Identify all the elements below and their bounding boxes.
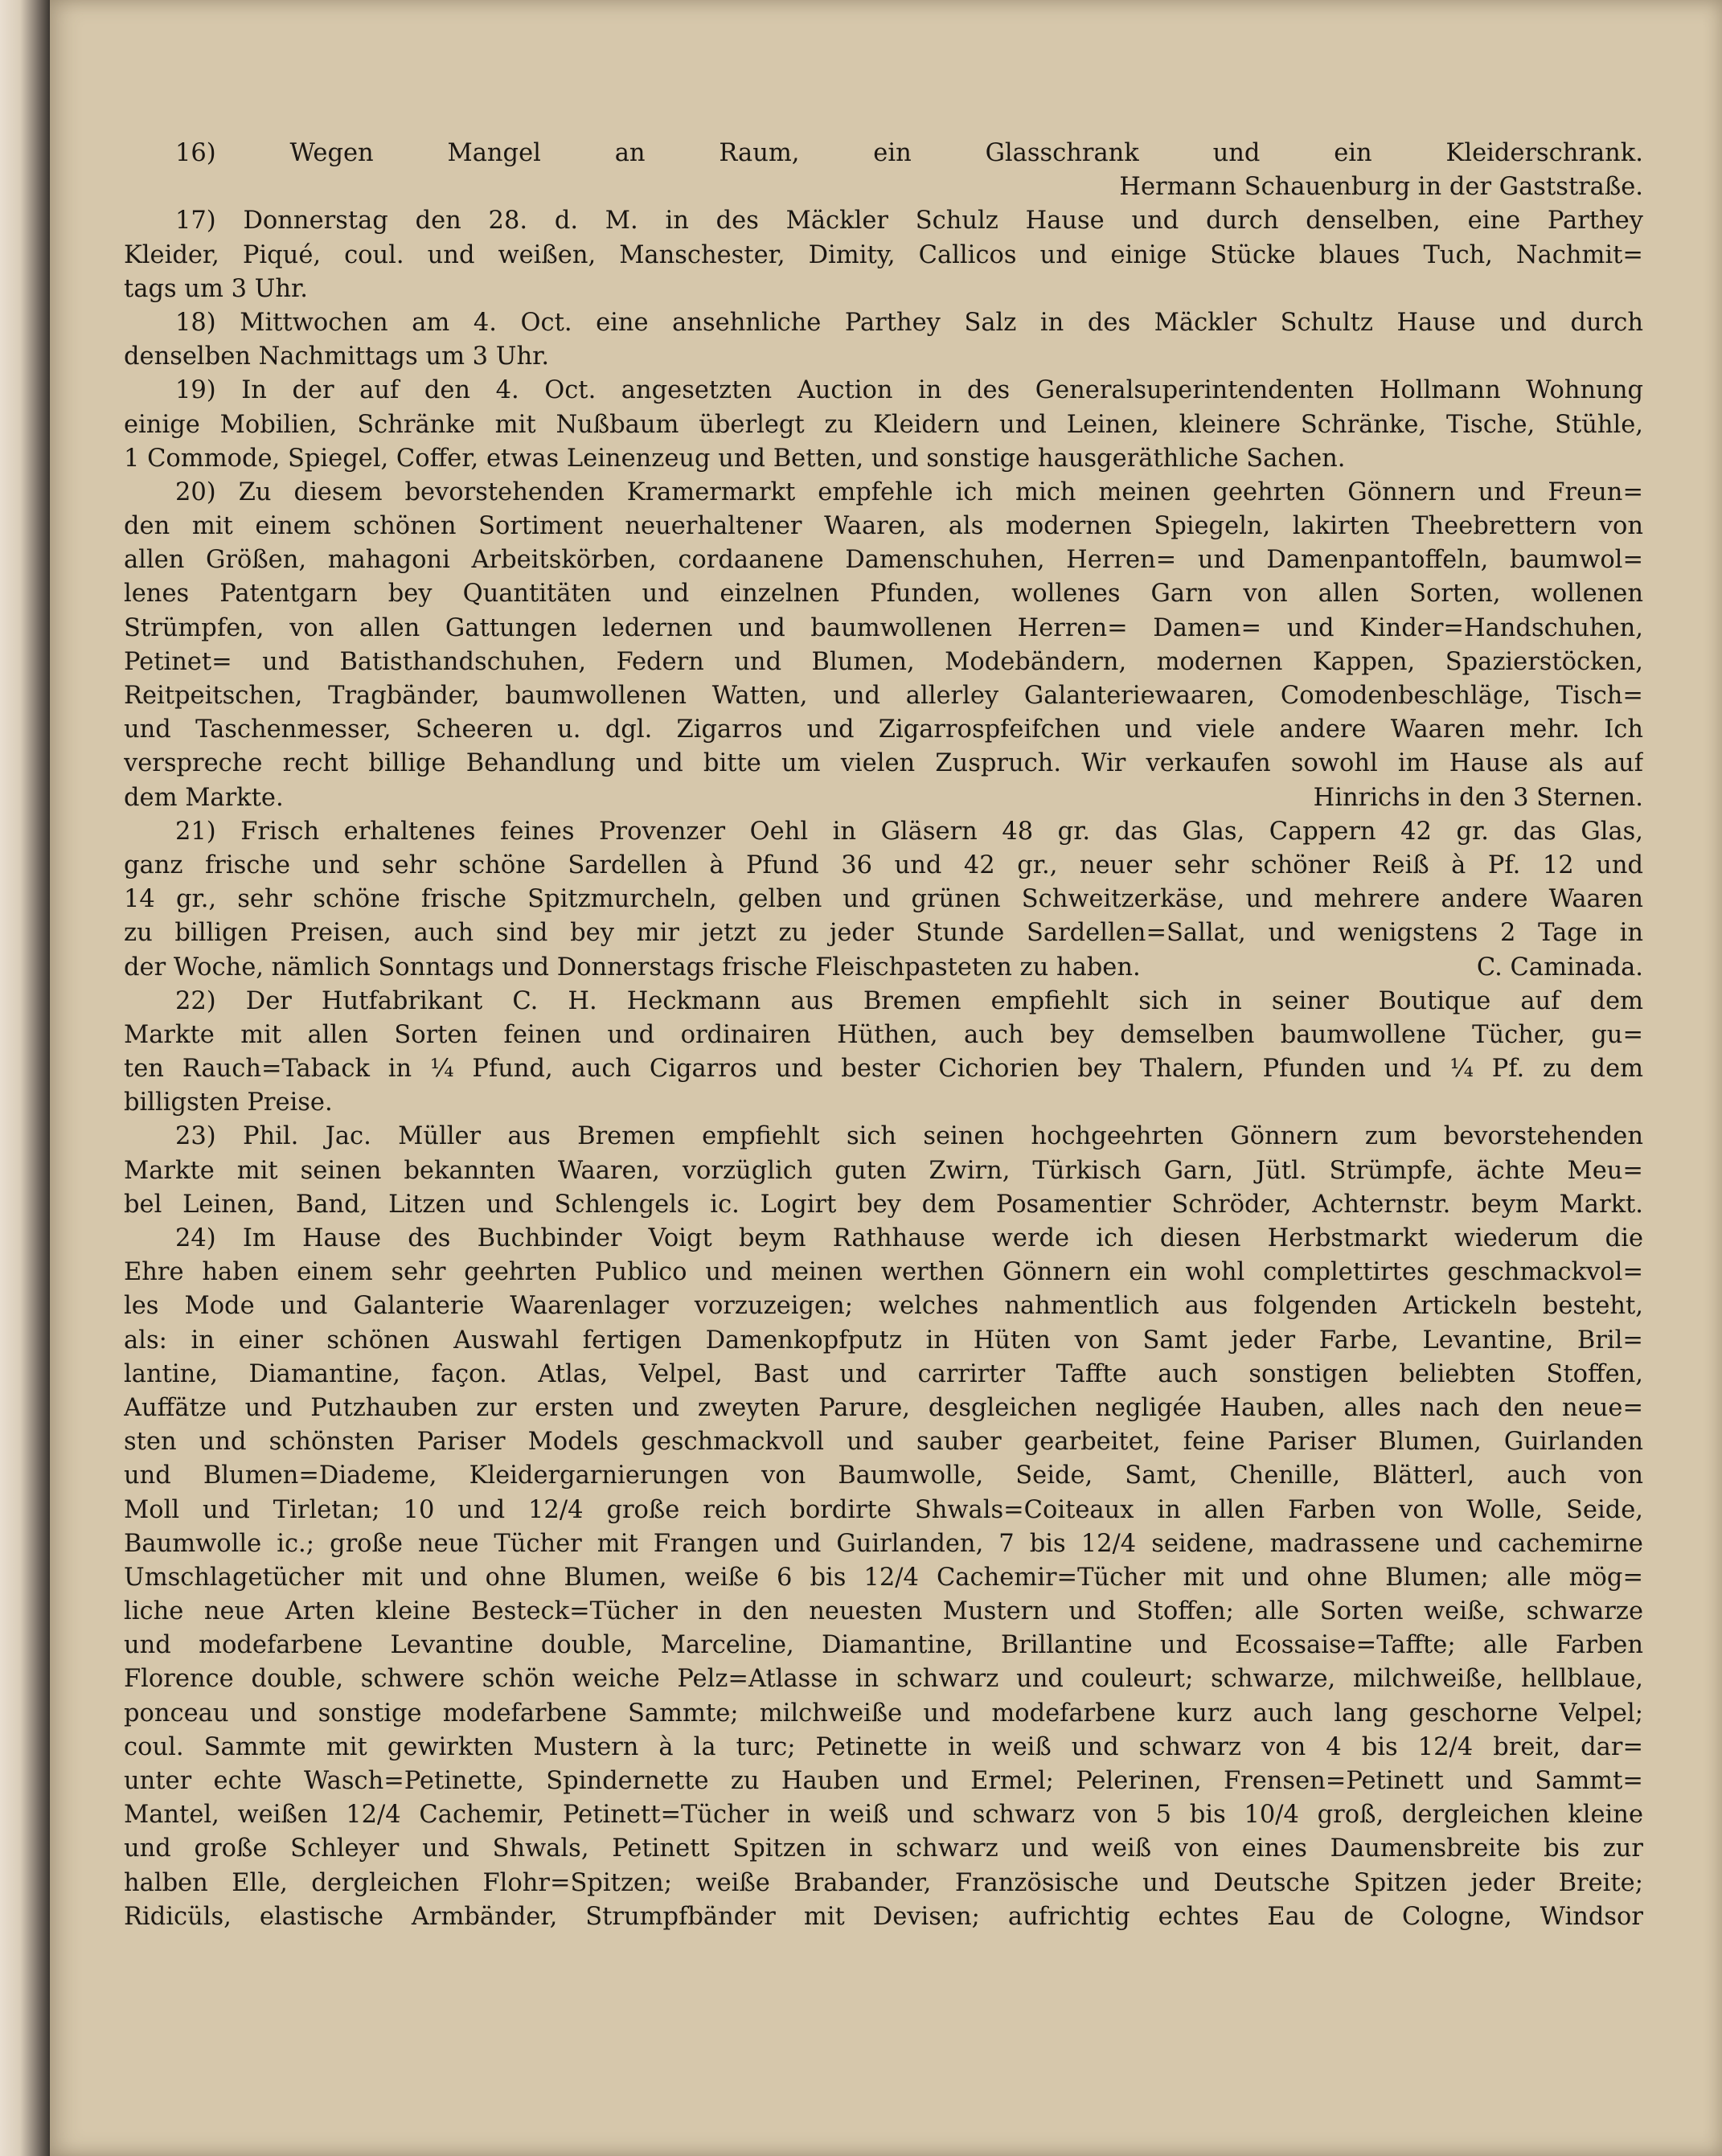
text-line: bel Leinen, Band, Litzen und Schlengels ic. Logirt bey dem Posamentier Schröder, Achternstr. beym Markt.: [124, 1190, 1643, 1219]
text-line: coul. Sammte mit gewirkten Mustern à la turc; Petinette in weiß und schwarz von 4 bis 12/4 breit, dar=: [124, 1732, 1643, 1761]
text-line: Reitpeitschen, Tragbänder, baumwollenen Watten, und allerley Galanteriewaaren, Comodenbeschläge, Tisch=: [124, 682, 1643, 710]
text-line: les Mode und Galanterie Waarenlager vorzuzeigen; welches nahmentlich aus folgenden Artickeln besteht,: [124, 1292, 1643, 1321]
text-line: und modefarbene Levantine double, Marceline, Diamantine, Brillantine und Ecossaise=Taffte; alle Farben: [124, 1631, 1643, 1660]
text-line: den mit einem schönen Sortiment neuerhaltener Waaren, als modernen Spiegeln, lakirten Theebrettern von: [124, 512, 1643, 541]
text-line: Ehre haben einem sehr geehrten Publico und meinen werthen Gönnern ein wohl complettirtes geschmackvol=: [124, 1258, 1643, 1287]
text-line: lenes Patentgarn bey Quantitäten und einzelnen Pfunden, wollenes Garn von allen Sorten, wollenen: [124, 580, 1643, 609]
text-line: und große Schleyer und Shwals, Petinett Spitzen in schwarz und weiß von eines Daumensbreite bis zur: [124, 1834, 1643, 1863]
text-line: 24) Im Hause des Buchbinder Voigt beym Rathhause werde ich diesen Herbstmarkt wiederum die: [175, 1224, 1643, 1252]
text-line: Petinet= und Batisthandschuhen, Federn und Blumen, Modebändern, modernen Kappen, Spazierstöcken,: [124, 647, 1643, 676]
text-line-with-signature: [124, 781, 1643, 815]
text-line: ganz frische und sehr schöne Sardellen à Pfund 36 und 42 gr., neuer sehr schöner Reiß à Pf. 12 und: [124, 851, 1643, 879]
text-line: Markte mit seinen bekannten Waaren, vorzüglich guten Zwirn, Türkisch Garn, Jütl. Strümpfe, ächte Meu=: [124, 1156, 1643, 1185]
text-line: 17) Donnerstag den 28. d. M. in des Mäckler Schulz Hause und durch denselben, eine Parthey: [175, 207, 1643, 236]
text-line: allen Größen, mahagoni Arbeitskörben, cordaanene Damenschuhen, Herren= und Damenpantoffeln, baumwol=: [124, 546, 1643, 575]
text-line: ponceau und sonstige modefarbene Sammte; milchweiße und modefarbene kurz auch lang geschorne Velpel;: [124, 1699, 1643, 1728]
text-line: 22) Der Hutfabrikant C. H. Heckmann aus Bremen empfiehlt sich in seiner Boutique auf dem: [175, 986, 1643, 1015]
document-page: [50, 0, 1722, 2156]
text-line: lantine, Diamantine, façon. Atlas, Velpel, Bast und carrirter Taffte auch sonstigen beliebten Stoffen,: [124, 1359, 1643, 1388]
text-line: Umschlagetücher mit und ohne Blumen, weiße 6 bis 12/4 Cachemir=Tücher mit und ohne Blumen; alle mög=: [124, 1563, 1643, 1592]
text-line: 19) In der auf den 4. Oct. angesetzten Auction in des Generalsuperintendenten Hollmann Wohnung: [175, 376, 1643, 405]
signature: Hinrichs in den 3 Sternen.: [1313, 783, 1643, 812]
text-fragment: der Woche, nämlich Sonntags und Donnerstags frische Fleischpasteten zu haben.: [124, 953, 1141, 982]
text-line: halben Elle, dergleichen Flohr=Spitzen; weiße Brabander, Französische und Deutsche Spitzen jeder Breite;: [124, 1868, 1643, 1897]
text-line: denselben Nachmittags um 3 Uhr.: [124, 342, 550, 371]
signature-line: Hermann Schauenburg in der Gaststraße.: [1119, 173, 1643, 202]
text-line: Markte mit allen Sorten feinen und ordinairen Hüthen, auch bey demselben baumwollene Tücher, gu=: [124, 1020, 1643, 1049]
text-line: und Blumen=Diademe, Kleidergarnierungen von Baumwolle, Seide, Samt, Chenille, Blätterl, auch von: [124, 1461, 1643, 1490]
text-line: 21) Frisch erhaltenes feines Provenzer Oehl in Gläsern 48 gr. das Glas, Cappern 42 gr. das Glas,: [175, 817, 1643, 846]
text-line: Florence double, schwere schön weiche Pelz=Atlasse in schwarz und couleurt; schwarze, milchweiße, hellblaue,: [124, 1665, 1643, 1694]
text-line: Moll und Tirletan; 10 und 12/4 große reich bordirte Shwals=Coiteaux in allen Farben von Wolle, Seide,: [124, 1495, 1643, 1524]
text-line: Strümpfen, von allen Gattungen ledernen und baumwollenen Herren= Damen= und Kinder=Handschuhen,: [124, 613, 1643, 642]
text-line: Auffätze und Putzhauben zur ersten und zweyten Parure, desgleichen negligée Hauben, alles nach den neue=: [124, 1393, 1643, 1422]
text-line: sten und schönsten Pariser Models geschmackvoll und sauber gearbeitet, feine Pariser Blumen, Guirlanden: [124, 1428, 1643, 1457]
text-line: 14 gr., sehr schöne frische Spitzmurcheln, gelben und grünen Schweitzerkäse, und mehrere andere Waaren: [124, 885, 1643, 914]
text-line: einige Mobilien, Schränke mit Nußbaum überlegt zu Kleidern und Leinen, kleinere Schränke, Tische, Stühle,: [124, 410, 1643, 439]
text-line: 23) Phil. Jac. Müller aus Bremen empfiehlt sich seinen hochgeehrten Gönnern zum bevorstehenden: [175, 1122, 1643, 1151]
text-line: verspreche recht billige Behandlung und bitte um vielen Zuspruch. Wir verkaufen sowohl im Hause als auf: [124, 749, 1643, 778]
text-line: zu billigen Preisen, auch sind bey mir jetzt zu jeder Stunde Sardellen=Sallat, und wenigstens 2 Tage in: [124, 919, 1643, 948]
text-line: als: in einer schönen Auswahl fertigen Damenkopfputz in Hüten von Samt jeder Farbe, Levantine, Bril=: [124, 1326, 1643, 1355]
text-line: tags um 3 Uhr.: [124, 274, 308, 303]
text-line: und Taschenmesser, Scheeren u. dgl. Zigarros und Zigarrospfeifchen und viele andere Waaren mehr. Ich: [124, 715, 1643, 744]
text-line: unter echte Wasch=Petinette, Spindernette zu Hauben und Ermel; Pelerinen, Frensen=Petinett und Sammt=: [124, 1767, 1643, 1795]
text-line: 16) Wegen Mangel an Raum, ein Glasschrank und ein Kleiderschrank.: [175, 139, 1643, 167]
text-line: liche neue Arten kleine Besteck=Tücher in den neuesten Mustern und Stoffen; alle Sorten weiße, schwarze: [124, 1597, 1643, 1626]
text-line-with-signature: [124, 951, 1643, 985]
text-line: Kleider, Piqué, coul. und weißen, Manschester, Dimity, Callicos und einige Stücke blaues Tuch, Nachmit=: [124, 240, 1643, 269]
text-line: Ridicüls, elastische Armbänder, Strumpfbänder mit Devisen; aufrichtig echtes Eau de Cologne, Windsor: [124, 1902, 1643, 1931]
text-line: Mantel, weißen 12/4 Cachemir, Petinett=Tücher in weiß und schwarz von 5 bis 10/4 groß, dergleichen kleine: [124, 1801, 1643, 1830]
text-line: 20) Zu diesem bevorstehenden Kramermarkt empfehle ich mich meinen geehrten Gönnern und Freun=: [175, 478, 1643, 506]
text-line: ten Rauch=Taback in ¼ Pfund, auch Cigarros und bester Cichorien bey Thalern, Pfunden und ¼ Pf. zu dem: [124, 1055, 1643, 1084]
text-fragment: dem Markte.: [124, 783, 284, 812]
text-line: billigsten Preise.: [124, 1088, 333, 1117]
binding-margin: [0, 0, 50, 2156]
text-line: Baumwolle ic.; große neue Tücher mit Frangen und Guirlanden, 7 bis 12/4 seidene, madrassene und cachemirne: [124, 1529, 1643, 1558]
page-text: [124, 137, 1643, 1934]
signature: C. Caminada.: [1476, 953, 1643, 982]
text-line: 1 Commode, Spiegel, Coffer, etwas Leinenzeug und Betten, und sonstige hausgeräthliche Sachen.: [124, 444, 1346, 473]
text-line: 18) Mittwochen am 4. Oct. eine ansehnliche Parthey Salz in des Mäckler Schultz Hause und durch: [175, 308, 1643, 337]
